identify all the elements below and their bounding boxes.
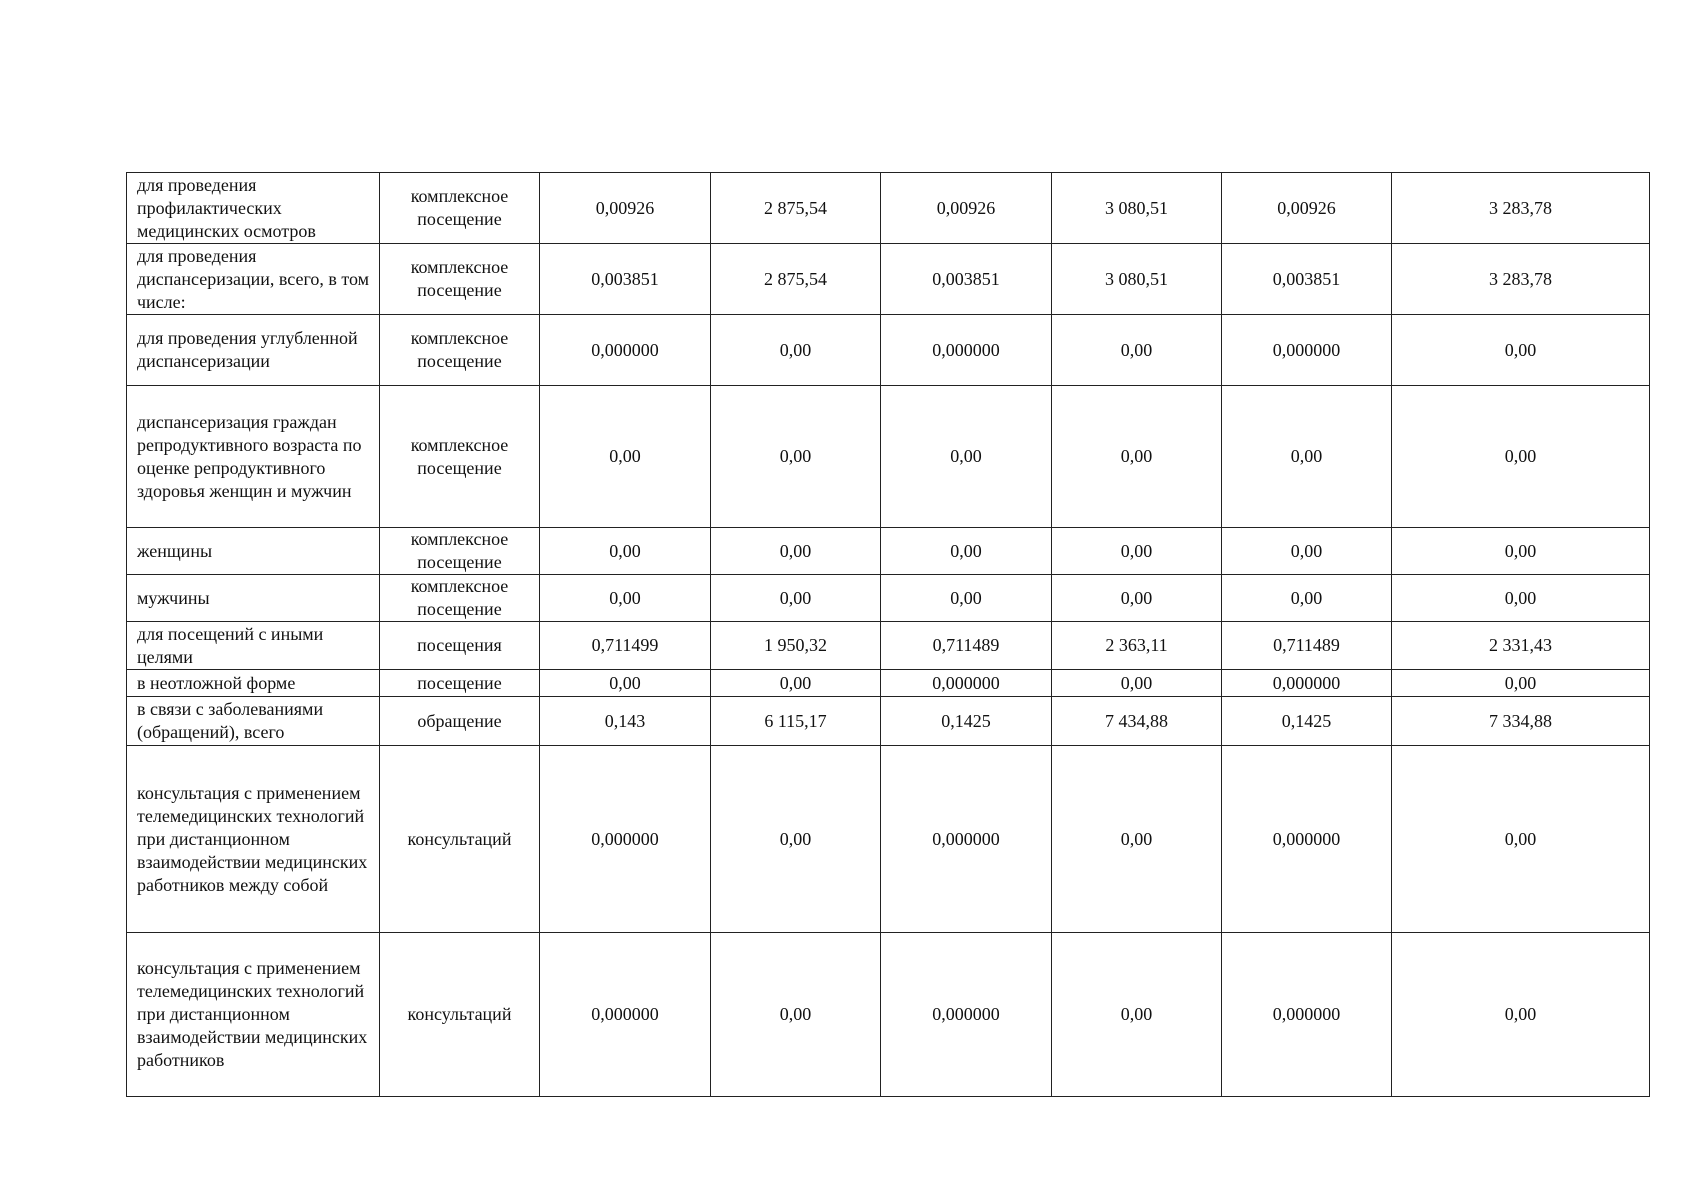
row-name: женщины [127,528,380,575]
table-row [127,315,1650,386]
value-cell: 3 283,78 [1392,173,1650,244]
value-cell: 0,00926 [881,173,1052,244]
value-cell: 0,1425 [1222,697,1392,746]
value-cell: 0,003851 [540,244,711,315]
value-cell: 0,00 [1052,746,1222,933]
value-cell: 0,00 [1392,575,1650,622]
row-unit: комплексное посещение [380,386,540,528]
value-cell: 0,00 [1222,386,1392,528]
value-cell: 0,00 [1052,933,1222,1097]
row-name: в неотложной форме [127,670,380,697]
row-name: для проведения диспансеризации, всего, в том числе: [127,244,380,315]
value-cell: 0,711489 [881,622,1052,670]
value-cell: 0,000000 [540,933,711,1097]
value-cell: 0,00 [1392,670,1650,697]
value-cell: 0,00 [1392,315,1650,386]
value-cell: 0,00 [1222,528,1392,575]
value-cell: 0,000000 [881,933,1052,1097]
table-row [127,386,1650,528]
value-cell: 0,00 [711,528,881,575]
value-cell: 0,00 [1052,386,1222,528]
table-row [127,622,1650,670]
value-cell: 0,00 [881,528,1052,575]
value-cell: 2 331,43 [1392,622,1650,670]
table-row [127,697,1650,746]
table-row [127,173,1650,244]
row-unit: комплексное посещение [380,173,540,244]
row-name: в связи с заболеваниями (обращений), всего [127,697,380,746]
row-unit: посещение [380,670,540,697]
value-cell: 7 334,88 [1392,697,1650,746]
value-cell: 0,00926 [1222,173,1392,244]
value-cell: 0,00 [540,528,711,575]
value-cell: 0,000000 [540,315,711,386]
row-name: для проведения профилактических медицинских осмотров [127,173,380,244]
value-cell: 0,000000 [881,315,1052,386]
value-cell: 0,000000 [1222,746,1392,933]
table-row [127,528,1650,575]
table-row [127,575,1650,622]
table-row [127,670,1650,697]
row-unit: посещения [380,622,540,670]
value-cell: 0,000000 [1222,315,1392,386]
value-cell: 0,711499 [540,622,711,670]
value-cell: 0,1425 [881,697,1052,746]
value-cell: 0,00 [711,386,881,528]
value-cell: 6 115,17 [711,697,881,746]
value-cell: 0,000000 [540,746,711,933]
value-cell: 2 875,54 [711,244,881,315]
row-unit: комплексное посещение [380,244,540,315]
value-cell: 0,00 [711,933,881,1097]
row-name: мужчины [127,575,380,622]
value-cell: 0,00 [881,386,1052,528]
row-name: диспансеризация граждан репродуктивного возраста по оценке репродуктивного здоровья женщин и мужчин [127,386,380,528]
value-cell: 0,00 [1222,575,1392,622]
row-name: для проведения углубленной диспансеризации [127,315,380,386]
value-cell: 2 363,11 [1052,622,1222,670]
table-row [127,746,1650,933]
value-cell: 0,00 [1392,746,1650,933]
row-unit: комплексное посещение [380,528,540,575]
row-name: для посещений с иными целями [127,622,380,670]
value-cell: 0,00 [711,746,881,933]
value-cell: 0,00 [1052,575,1222,622]
row-unit: комплексное посещение [380,315,540,386]
row-unit: консультаций [380,933,540,1097]
value-cell: 0,003851 [1222,244,1392,315]
value-cell: 0,00 [1392,386,1650,528]
row-unit: консультаций [380,746,540,933]
table-row [127,244,1650,315]
value-cell: 0,00 [881,575,1052,622]
value-cell: 3 080,51 [1052,173,1222,244]
value-cell: 0,00 [711,315,881,386]
row-name: консультация с применением телемедицинских технологий при дистанционном взаимодействии медицинских работников [127,933,380,1097]
value-cell: 7 434,88 [1052,697,1222,746]
value-cell: 0,000000 [1222,933,1392,1097]
value-cell: 0,00 [540,670,711,697]
row-unit: комплексное посещение [380,575,540,622]
value-cell: 2 875,54 [711,173,881,244]
value-cell: 0,000000 [1222,670,1392,697]
value-cell: 0,00 [1392,528,1650,575]
value-cell: 0,000000 [881,670,1052,697]
value-cell: 0,00 [1392,933,1650,1097]
value-cell: 0,00 [1052,670,1222,697]
value-cell: 0,003851 [881,244,1052,315]
value-cell: 0,00 [1052,315,1222,386]
row-unit: обращение [380,697,540,746]
value-cell: 0,00 [711,670,881,697]
value-cell: 0,00 [540,575,711,622]
value-cell: 0,000000 [881,746,1052,933]
value-cell: 0,711489 [1222,622,1392,670]
data-table [126,172,1650,1097]
value-cell: 0,00 [540,386,711,528]
value-cell: 0,00 [711,575,881,622]
value-cell: 3 283,78 [1392,244,1650,315]
row-name: консультация с применением телемедицинских технологий при дистанционном взаимодействии медицинских работников между собой [127,746,380,933]
value-cell: 0,00926 [540,173,711,244]
value-cell: 3 080,51 [1052,244,1222,315]
table-row [127,933,1650,1097]
value-cell: 1 950,32 [711,622,881,670]
value-cell: 0,143 [540,697,711,746]
value-cell: 0,00 [1052,528,1222,575]
